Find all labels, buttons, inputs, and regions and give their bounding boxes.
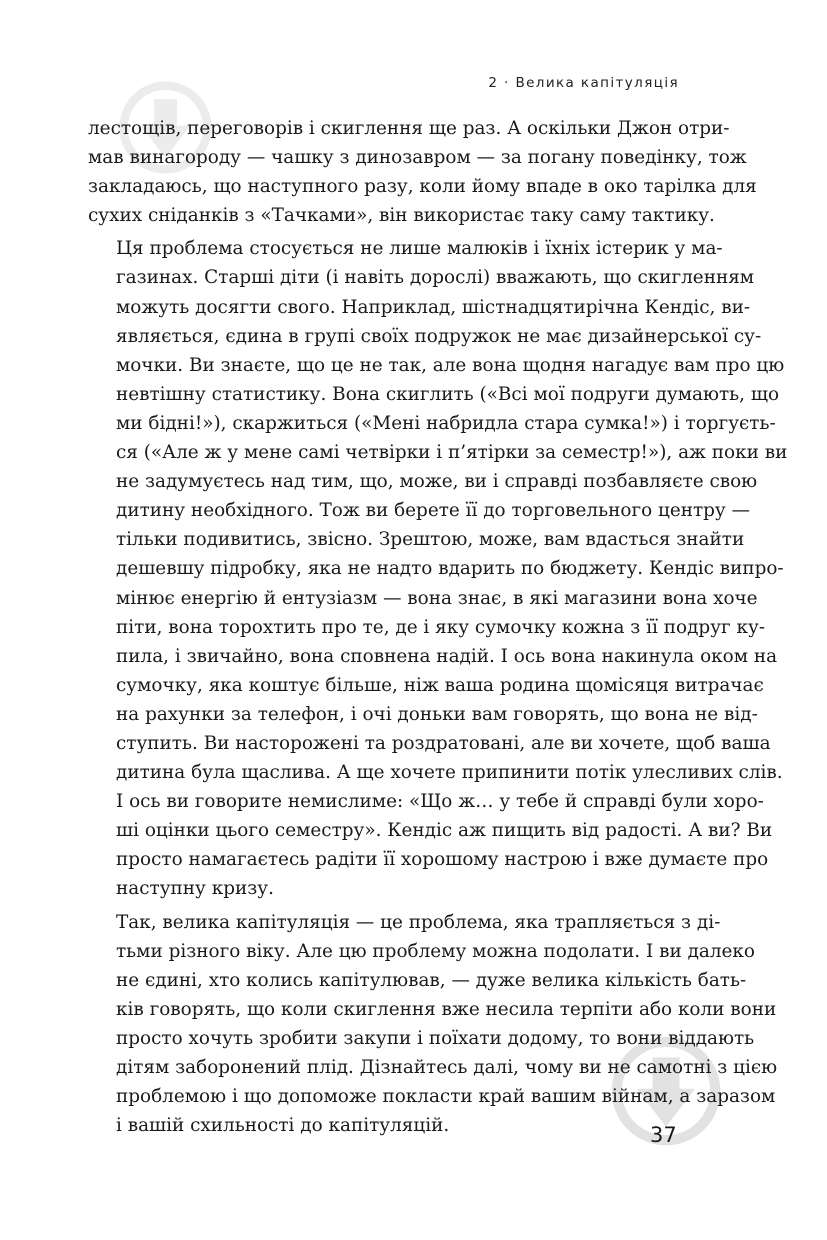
text-line: газинах. Старші діти (і навіть дорослі) вважають, що скигленням <box>116 267 755 289</box>
text-line: лестощів, переговорів і скиглення ще раз. А оскільки Джон отри- <box>88 118 730 139</box>
text-line: дітям заборонений плід. Дізнайтесь далі, чому ви не самотні з цією <box>116 1057 778 1078</box>
running-header: 2 · Велика капітуляція <box>488 75 679 91</box>
body-text <box>88 114 788 1144</box>
text-line: Ця проблема стосується не лише малюків і їхніх істерик у ма- <box>116 238 723 260</box>
text-line: тьми різного віку. Але цю проблему можна подолати. І ви далеко <box>116 940 755 962</box>
text-line: просто намагаєтесь радіти її хорошому настрою і вже думаєте про <box>116 849 769 871</box>
text-line: ступить. Ви насторожені та роздратовані, але ви хочете, щоб ваша <box>116 732 771 754</box>
text-line: можуть досягти свого. Наприклад, шістнадцятирічна Кендіс, ви- <box>116 296 751 318</box>
text-line: являється, єдина в групі своїх подружок не має дизайнерської су- <box>116 325 762 347</box>
text-line: проблемою і що допоможе покласти край вашим війнам, а заразом <box>116 1086 776 1108</box>
paragraph <box>88 234 788 903</box>
text-line: невтішну статистику. Вона скиглить («Всі мої подруги думають, що <box>116 383 780 405</box>
text-line: Так, велика капітуляція — це проблема, яка трапляється з ді- <box>116 911 721 933</box>
text-line: ся («Але ж у мене самі четвірки і п’ятірки за семестр!»), аж поки ви <box>116 442 788 464</box>
text-line: сухих сніданків з «Тачками», він використає таку саму тактику. <box>88 205 715 227</box>
text-line: і вашій схильності до капітуляцій. <box>116 1115 450 1137</box>
text-line: просто хочуть зробити закупи і поїхати додому, то вони віддають <box>116 1027 755 1049</box>
text-line: дешевшу підробку, яка не надто вдарить по бюджету. Кендіс випро- <box>116 558 784 580</box>
text-line: закладаюсь, що наступного разу, коли йому впаде в око тарілка для <box>88 176 757 198</box>
text-line: І ось ви говорите немислиме: «Що ж… у тебе й справді були хоро- <box>116 791 764 813</box>
text-line: не задумуєтесь над тим, що, може, ви і справді позбавляєте свою <box>116 471 758 493</box>
text-line: пила, і звичайно, вона сповнена надій. І ось вона накинула оком на <box>116 645 778 667</box>
page-number: 37 <box>650 1123 677 1147</box>
text-line: сумочку, яка коштує більше, ніж ваша родина щомісяця витрачає <box>116 674 764 696</box>
text-line: ми бідні!»), скаржиться («Мені набридла стара сумка!») і торгуєть- <box>116 412 776 434</box>
text-line: мочки. Ви знаєте, що це не так, але вона щодня нагадує вам про цю <box>116 354 785 376</box>
text-line: мав винагороду — чашку з динозавром — за погану поведінку, тож <box>88 147 747 169</box>
paragraph <box>88 114 757 230</box>
text-line: на рахунки за телефон, і очі доньки вам говорять, що вона не від- <box>116 703 758 725</box>
text-line: тільки подивитись, звісно. Зрештою, може, вам вдасться знайти <box>116 529 745 551</box>
text-line: наступну кризу. <box>116 878 274 900</box>
paragraph <box>88 908 778 1141</box>
text-line: ші оцінки цього семестру». Кендіс аж пищить від радості. А ви? Ви <box>116 820 773 842</box>
text-line: піти, вона торохтить про те, де і яку сумочку кожна з її подруг ку- <box>116 616 766 638</box>
text-line: ків говорять, що коли скиглення вже несила терпіти або коли вони <box>116 998 777 1020</box>
text-line: дитина була щаслива. А ще хочете припинити потік улесливих слів. <box>116 762 783 784</box>
text-line: не єдині, хто колись капітулював, — дуже велика кількість бать- <box>116 969 747 991</box>
text-line: мінює енергію й ентузіазм — вона знає, в які магазини вона хоче <box>116 587 758 609</box>
text-line: дитину необхідного. Тож ви берете її до торговельного центру — <box>116 500 750 522</box>
